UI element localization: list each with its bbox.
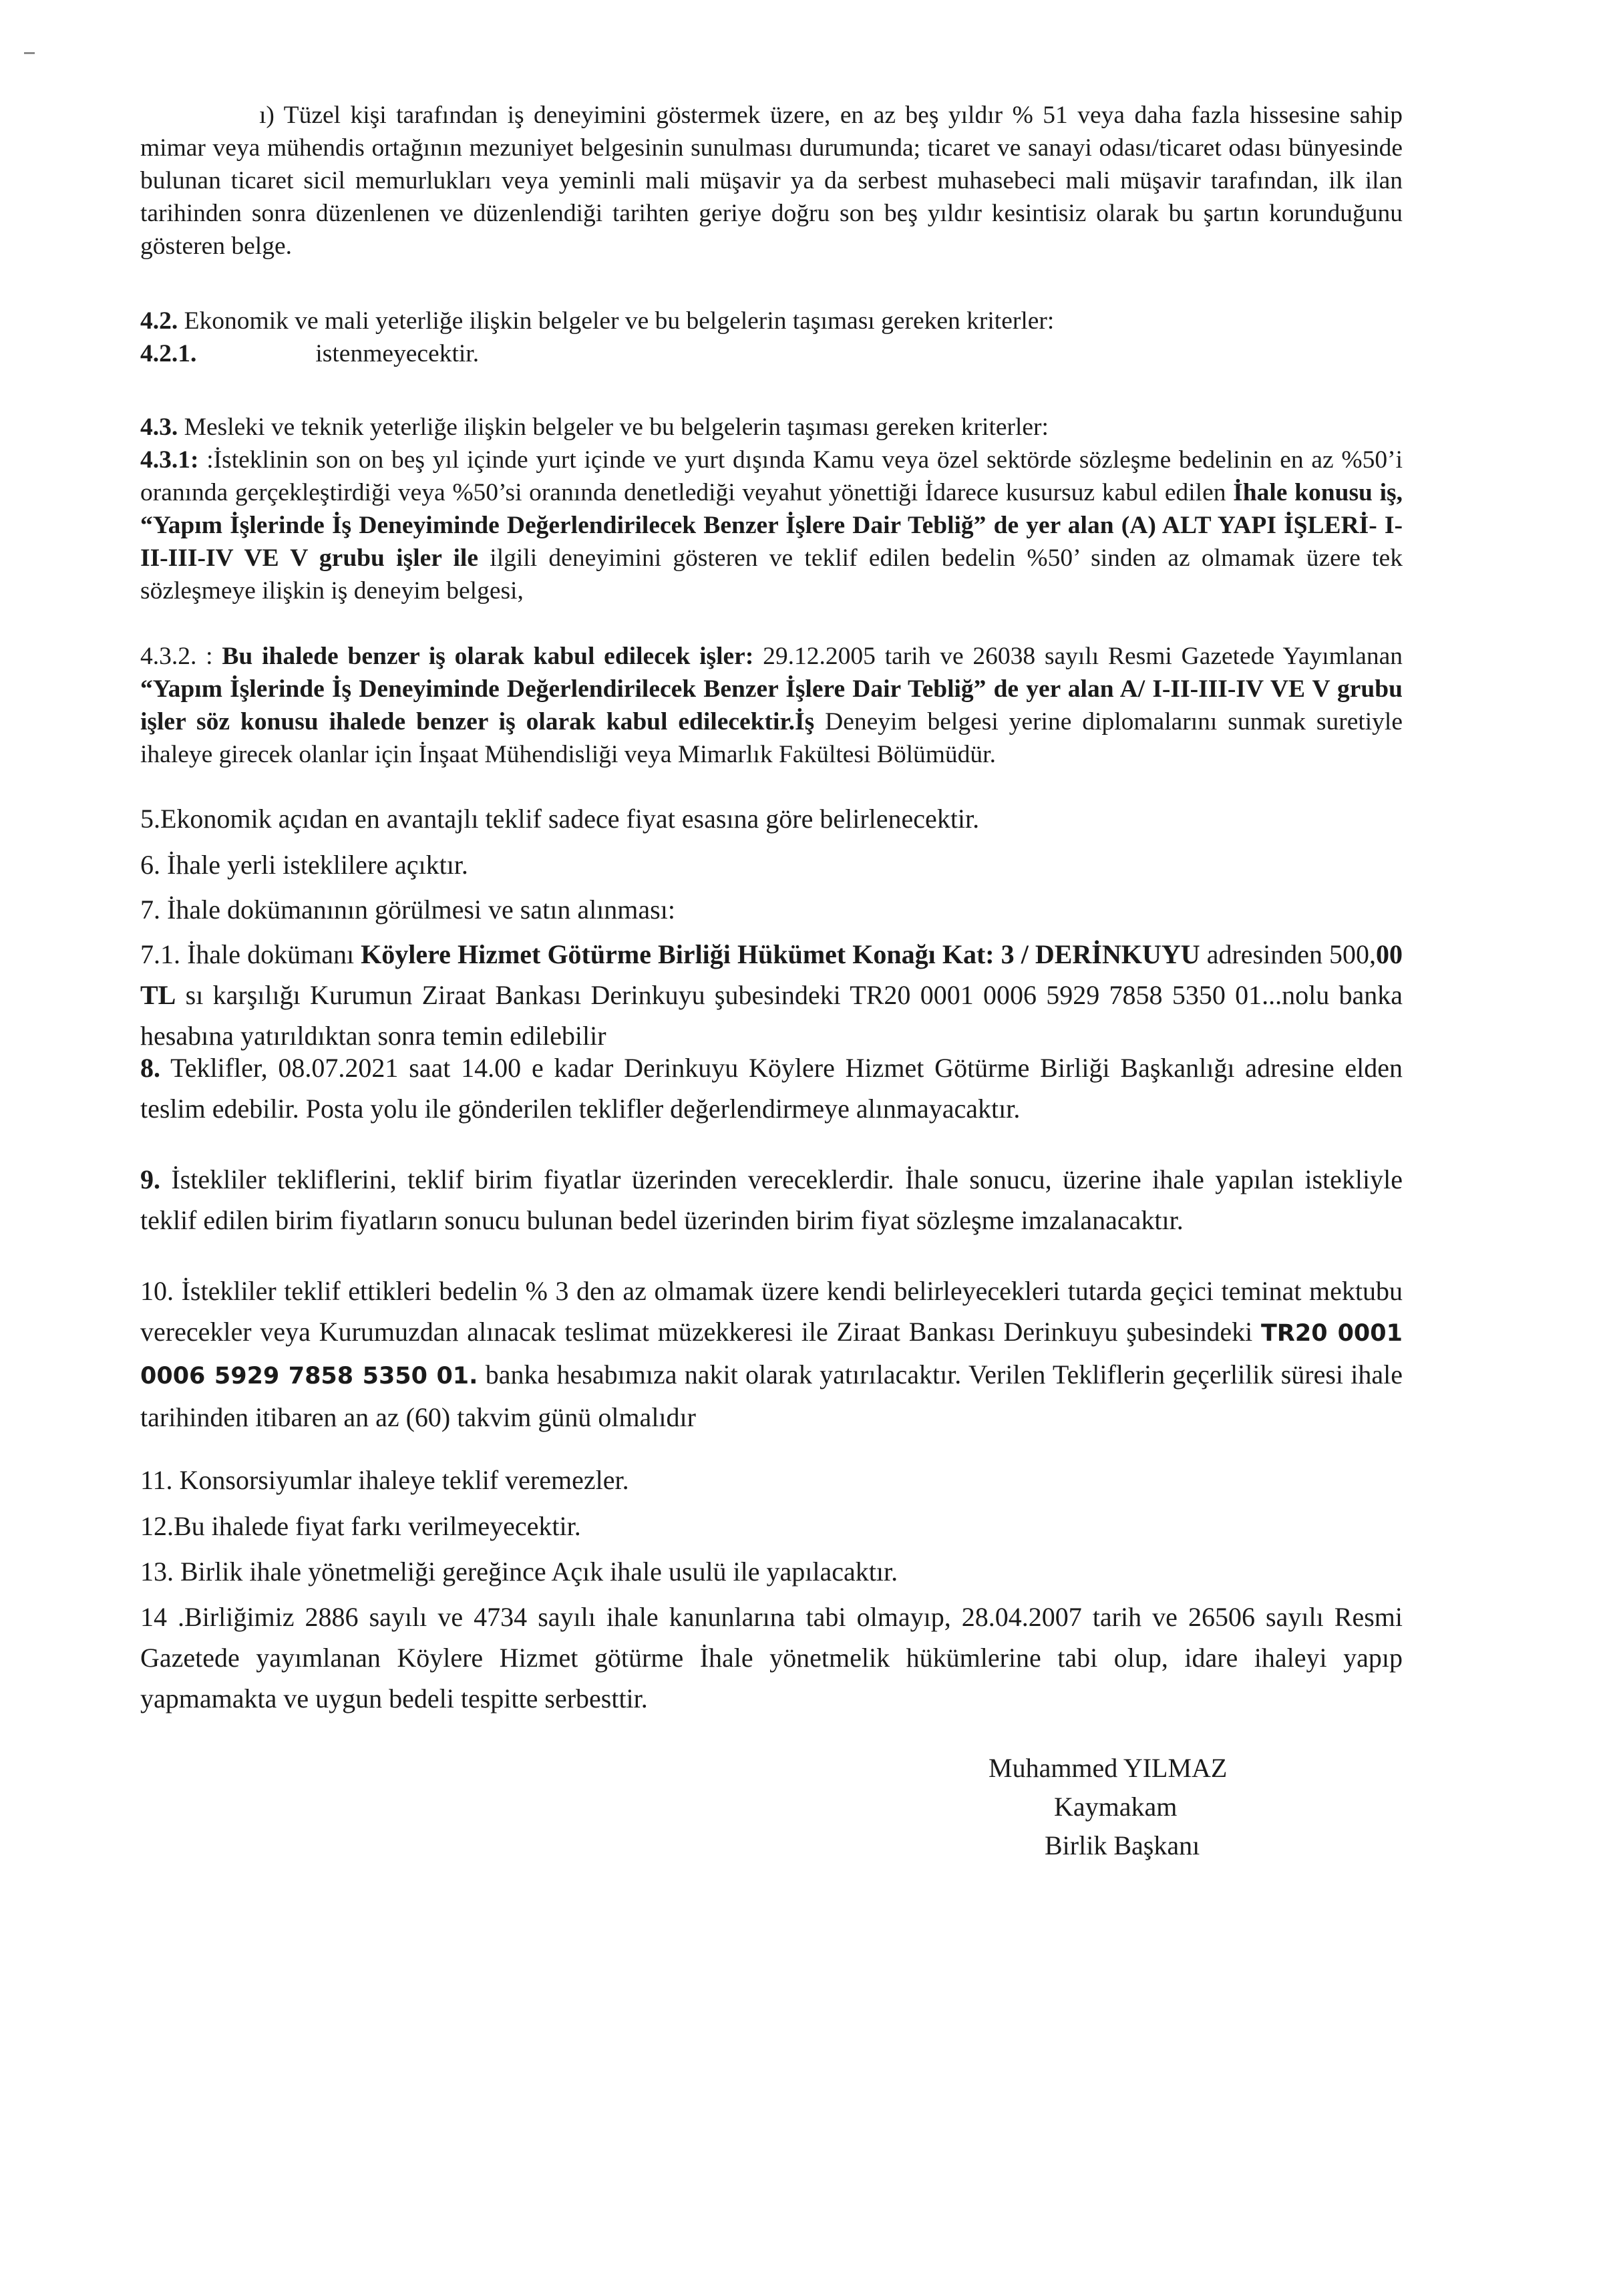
section-4-3-text: Mesleki ve teknik yeterliğe ilişkin belgeler ve bu belgelerin taşıması gereken kriterler: xyxy=(184,414,1049,441)
section-12 xyxy=(140,1506,1403,1546)
section-14-text: 14 .Birliğimiz 2886 sayılı ve 4734 sayılı ihale kanunlarına tabi olmayıp, 28.04.2007 tarih ve 26506 sayılı Resmi Gazetede yayımlanan Köylere Hizmet götürme İhale yönetmelik hükümlerine tabi olup, idare ihaleyi yapıp yapmamakta ve uygun bedeli tespitte serbesttir. xyxy=(140,1602,1403,1713)
section-8 xyxy=(140,1047,1403,1129)
section-13 xyxy=(140,1551,1403,1592)
section-10-text-b: banka hesabımıza nakit olarak yatırılacaktır. Verilen Tekliflerin geçerlilik süresi ihale tarihinden itibaren an az (60) takvim günü olmalıdır xyxy=(140,1359,1403,1432)
section-4-3-1-bold: İhale konusu iş, “Yapım İşlerinde İş Deneyiminde Değerlendirilecek Benzer İşlere Dair Tebliğ” de yer alan (A) ALT YAPI İŞLERİ- I-II-III-IV VE V grubu işler ile xyxy=(140,479,1403,572)
section-4-3-2-bold-a: Bu ihalede benzer iş olarak kabul edilecek işler: xyxy=(222,643,754,670)
scan-mark xyxy=(24,52,35,54)
section-14 xyxy=(140,1597,1403,1719)
section-7-1 xyxy=(140,934,1403,1056)
section-4-2-1-text: istenmeyecektir. xyxy=(315,340,480,367)
signature-name: Muhammed YILMAZ xyxy=(989,1753,1228,1783)
section-4-3 xyxy=(140,411,1403,444)
section-13-text: 13. Birlik ihale yönetmeliği gereğince Açık ihale usulü ile yapılacaktır. xyxy=(140,1556,898,1587)
section-7-1-text-a: 7.1. İhale dokümanı xyxy=(140,939,355,969)
section-4-3-2-text-b: Deneyim belgesi yerine diplomalarını sunmak suretiyle ihaleye girecek olanlar için İnşaat Mühendisliği veya Mimarlık Fakültesi Bölümüdür. xyxy=(140,708,1403,768)
section-10-iban: TR20 0001 0006 5929 7858 5350 01. xyxy=(140,1320,1403,1389)
section-9 xyxy=(140,1159,1403,1241)
section-7-text: 7. İhale dokümanının görülmesi ve satın alınması: xyxy=(140,894,675,925)
section-10 xyxy=(140,1271,1403,1438)
section-7 xyxy=(140,889,1403,930)
section-8-number: 8. xyxy=(140,1053,160,1083)
section-4-3-2 xyxy=(140,640,1403,771)
item-l-paragraph xyxy=(140,99,1403,263)
section-4-3-1-text-a: :İsteklinin son on beş yıl içinde yurt içinde ve yurt dışında Kamu veya özel sektörde sözleşme bedelinin en az %50’i oranında gerçekleştirdiği veya %50’si oranında denetlediği veyahut yönettiği İdarece kusursuz kabul edilen xyxy=(140,446,1403,506)
section-7-1-amount: 00 TL xyxy=(140,939,1403,1010)
section-4-3-2-number: 4.3.2. : xyxy=(140,643,213,670)
section-4-2-text: Ekonomik ve mali yeterliğe ilişkin belgeler ve bu belgelerin taşıması gereken kriterler: xyxy=(184,307,1055,335)
section-11-text: 11. Konsorsiyumlar ihaleye teklif veremezler. xyxy=(140,1465,629,1495)
signature-block xyxy=(989,1749,1227,1865)
section-7-1-address: Köylere Hizmet Götürme Birliği Hükümet Konağı Kat: 3 / DERİNKUYU xyxy=(361,939,1200,969)
signature-role: Birlik Başkanı xyxy=(1045,1830,1200,1860)
section-4-2-number: 4.2. xyxy=(140,307,178,335)
section-4-3-1-number: 4.3.1: xyxy=(140,446,199,474)
section-9-text: İstekliler tekliflerini, teklif birim fiyatlar üzerinden vereceklerdir. İhale sonucu, üzerine ihale yapılan istekliyle teklif edilen birim fiyatların sonucu bulunan bedel üzerinden birim fiyat sözleşme imzalanacaktır. xyxy=(140,1164,1403,1235)
section-8-text: Teklifler, 08.07.2021 saat 14.00 e kadar Derinkuyu Köylere Hizmet Götürme Birliği Başkanlığı adresine elden teslim edebilir. Posta yolu ile gönderilen teklifler değerlendirmeye alınmayacaktır. xyxy=(140,1053,1403,1124)
section-7-1-text-c: sı karşılığı Kurumun Ziraat Bankası Derinkuyu şubesindeki TR20 0001 0006 5929 7858 5350 01...nolu banka hesabına yatırıldıktan sonra temin edilebilir xyxy=(140,980,1403,1051)
section-4-2 xyxy=(140,305,1403,370)
section-9-number: 9. xyxy=(140,1164,160,1194)
section-6-text: 6. İhale yerli isteklilere açıktır. xyxy=(140,850,468,880)
section-12-text: 12.Bu ihalede fiyat farkı verilmeyecektir. xyxy=(140,1511,581,1541)
section-7-1-text-b: adresinden 500, xyxy=(1206,939,1377,969)
section-10-text-a: 10. İstekliler teklif ettikleri bedelin % 3 den az olmamak üzere kendi belirleyecekleri tutarda geçici teminat mektubu verecekler veya Kurumuzdan alınacak teslimat müzekkeresi ile Ziraat Bankası Derinkuyu şubesindeki xyxy=(140,1276,1403,1347)
section-4-3-1-text-b: ilgili deneyimini gösteren ve teklif edilen bedelin %50’ sinden az olmamak üzere tek sözleşmeye ilişkin iş deneyim belgesi, xyxy=(140,544,1403,605)
section-11 xyxy=(140,1460,1403,1500)
section-4-3-1 xyxy=(140,444,1403,607)
signature-title: Kaymakam xyxy=(1054,1792,1178,1822)
section-5 xyxy=(140,798,1403,839)
section-4-3-2-bold-b: “Yapım İşlerinde İş Deneyiminde Değerlendirilecek Benzer İşlere Dair Tebliğ” de yer alan A/ I-II-III-IV VE V grubu işler söz konusu ihalede benzer iş olarak kabul edilecektir.İş xyxy=(140,675,1403,735)
section-6 xyxy=(140,844,1403,885)
section-4-2-1-number: 4.2.1. xyxy=(140,340,197,367)
section-5-text: 5.Ekonomik açıdan en avantajlı teklif sadece fiyat esasına göre belirlenecektir. xyxy=(140,804,980,834)
item-l-text: ı) Tüzel kişi tarafından iş deneyimini göstermek üzere, en az beş yıldır % 51 veya daha fazla hissesine sahip mimar veya mühendis ortağının mezuniyet belgesinin sunulması durumunda; ticaret ve sanayi odası/ticaret odası bünyesinde bulunan ticaret sicil memurlukları veya yeminli mali müşavir ya da serbest muhasebeci mali müşavir tarafından, ilk ilan tarihinden sonra düzenlenen ve düzenlendiği tarihten geriye doğru son beş yıldır kesintisiz olarak bu şartın korunduğunu gösteren belge. xyxy=(140,102,1403,260)
section-4-3-number: 4.3. xyxy=(140,414,178,441)
section-4-3-2-text-a: 29.12.2005 tarih ve 26038 sayılı Resmi Gazetede Yayımlanan xyxy=(763,643,1403,670)
